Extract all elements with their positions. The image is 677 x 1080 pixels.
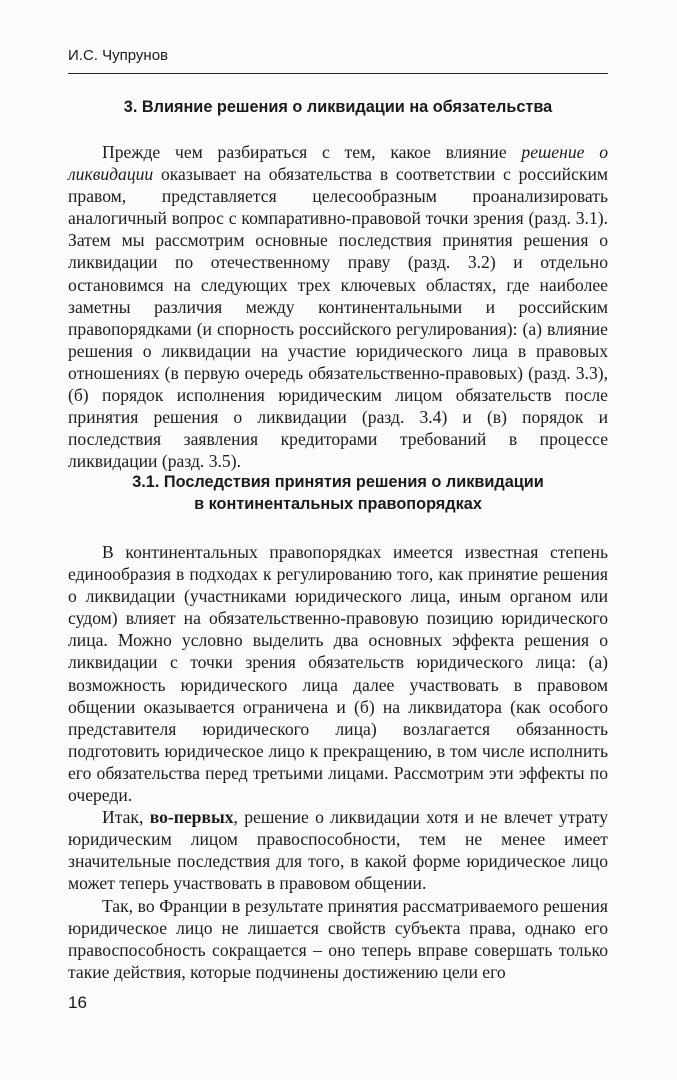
section-heading: 3. Влияние решения о ликвидации на обязательства <box>123 98 553 116</box>
paragraph: Так, во Франции в результате принятия рассматриваемого решения юридическое лицо не лишается свойств субъекта права, однако его правоспособность сокращается – оно теперь вправе совершать только такие действия, которые подчинены достижению цели его <box>68 895 608 982</box>
text-run: , решение о ликвидации хотя и не влечет утрату юридическим лицом правоспособности, тем не менее имеет значительные последствия для того, в какой форме юридическое лицо может теперь участвовать в правовом общении. <box>68 807 609 894</box>
page-number: 16 <box>68 993 87 1012</box>
paragraph <box>68 806 608 894</box>
text-run: Итак, <box>102 807 150 828</box>
bold-term: во-первых <box>149 807 234 828</box>
subsection-heading-line-2: в континентальных правопорядках <box>194 495 482 513</box>
italic-term: решение о ликвидации <box>68 142 608 185</box>
paragraph <box>68 141 608 472</box>
text-run: Прежде чем разбираться с тем, какое влияние <box>102 142 522 162</box>
running-header-author: И.С. Чупрунов <box>68 47 169 64</box>
section-3-1-body <box>68 541 608 983</box>
subsection-heading-line-1: 3.1. Последствия принятия решения о ликвидации <box>132 473 544 491</box>
paragraph: В континентальных правопорядках имеется известная степень единообразия в подходах к регулированию того, как принятие решения о ликвидации (участниками юридического лица, иным органом или судом) влияет на обязательственно-правовую позицию юридического лица. Можно условно выделить два основных эффекта решения о ликвидации с точки зрения обязательств юридического лица: (а) возможность юридического лица далее участвовать в правовом общении оказывается ограничена и (б) на ликвидатора (как особого представителя юридического лица) возлагается обязанность подготовить юридическое лицо к прекращению, в том числе исполнить его обязательства перед третьими лицами. Рассмотрим эти эффекты по очереди. <box>68 542 608 806</box>
text-run: оказывает на обязательства в соответствии с российским правом, представляется целесообразным проанализировать аналогичный вопрос с компаративно-правовой точки зрения (разд. 3.1). Затем мы рассмотрим основные последствия принятия решения о ликвидации по отечественному праву (разд. 3.2) и отдельно остановимся на следующих трех ключевых областях, где наиболее заметны различия между континентальными и российским правопорядками (и спорность российского регулирования): (а) влияние решения о ликвидации на участие юридического лица в правовых отношениях (в первую очередь обязательственно-правовых) (разд. 3.3), (б) порядок исполнения юридическим лицом обязательств после принятия решения о ликвидации (разд. 3.4) и (в) порядок и последствия заявления кредиторами требований в процессе ликвидации (разд. 3.5). <box>68 164 608 472</box>
section-3-body <box>68 141 608 472</box>
subsection-heading <box>68 471 608 515</box>
header-rule <box>68 73 608 74</box>
